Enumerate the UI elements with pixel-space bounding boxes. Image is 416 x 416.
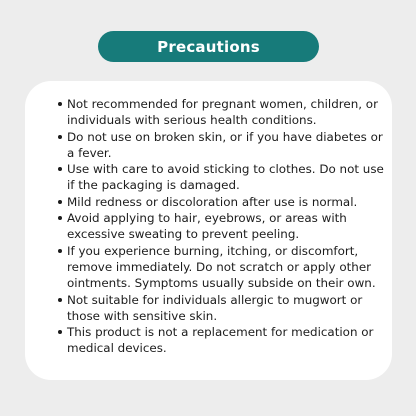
- precautions-title: Precautions: [157, 37, 260, 56]
- bullet-icon: [58, 200, 62, 204]
- bullet-icon: [58, 216, 62, 220]
- list-item: [67, 96, 389, 129]
- list-item-text: This product is not a replacement for medication or medical devices.: [67, 325, 374, 356]
- list-item: [67, 161, 389, 194]
- precautions-list: [67, 96, 389, 357]
- list-item-text: Not recommended for pregnant women, children, or individuals with serious health conditions.: [67, 97, 378, 128]
- bullet-icon: [58, 298, 62, 302]
- bullet-icon: [58, 249, 62, 253]
- list-item-text: Not suitable for individuals allergic to mugwort or those with sensitive skin.: [67, 292, 363, 323]
- list-item: [67, 194, 389, 210]
- list-item-text: If you experience burning, itching, or discomfort, remove immediately. Do not scratch or apply other ointments. Symptoms usually subside on their own.: [67, 243, 376, 291]
- list-item: [67, 324, 389, 357]
- precautions-card: [25, 81, 392, 380]
- bullet-icon: [58, 167, 62, 171]
- list-item: [67, 243, 389, 292]
- list-item: [67, 129, 389, 162]
- list-item-text: Avoid applying to hair, eyebrows, or areas with excessive sweating to prevent peeling.: [67, 211, 347, 242]
- bullet-icon: [58, 102, 62, 106]
- bullet-icon: [58, 135, 62, 139]
- list-item-text: Mild redness or discoloration after use is normal.: [67, 194, 358, 209]
- precautions-header: [98, 31, 319, 62]
- list-item-text: Use with care to avoid sticking to clothes. Do not use if the packaging is damaged.: [67, 162, 384, 193]
- list-item: [67, 292, 389, 325]
- list-item: [67, 210, 389, 243]
- bullet-icon: [58, 330, 62, 334]
- list-item-text: Do not use on broken skin, or if you have diabetes or a fever.: [67, 129, 383, 160]
